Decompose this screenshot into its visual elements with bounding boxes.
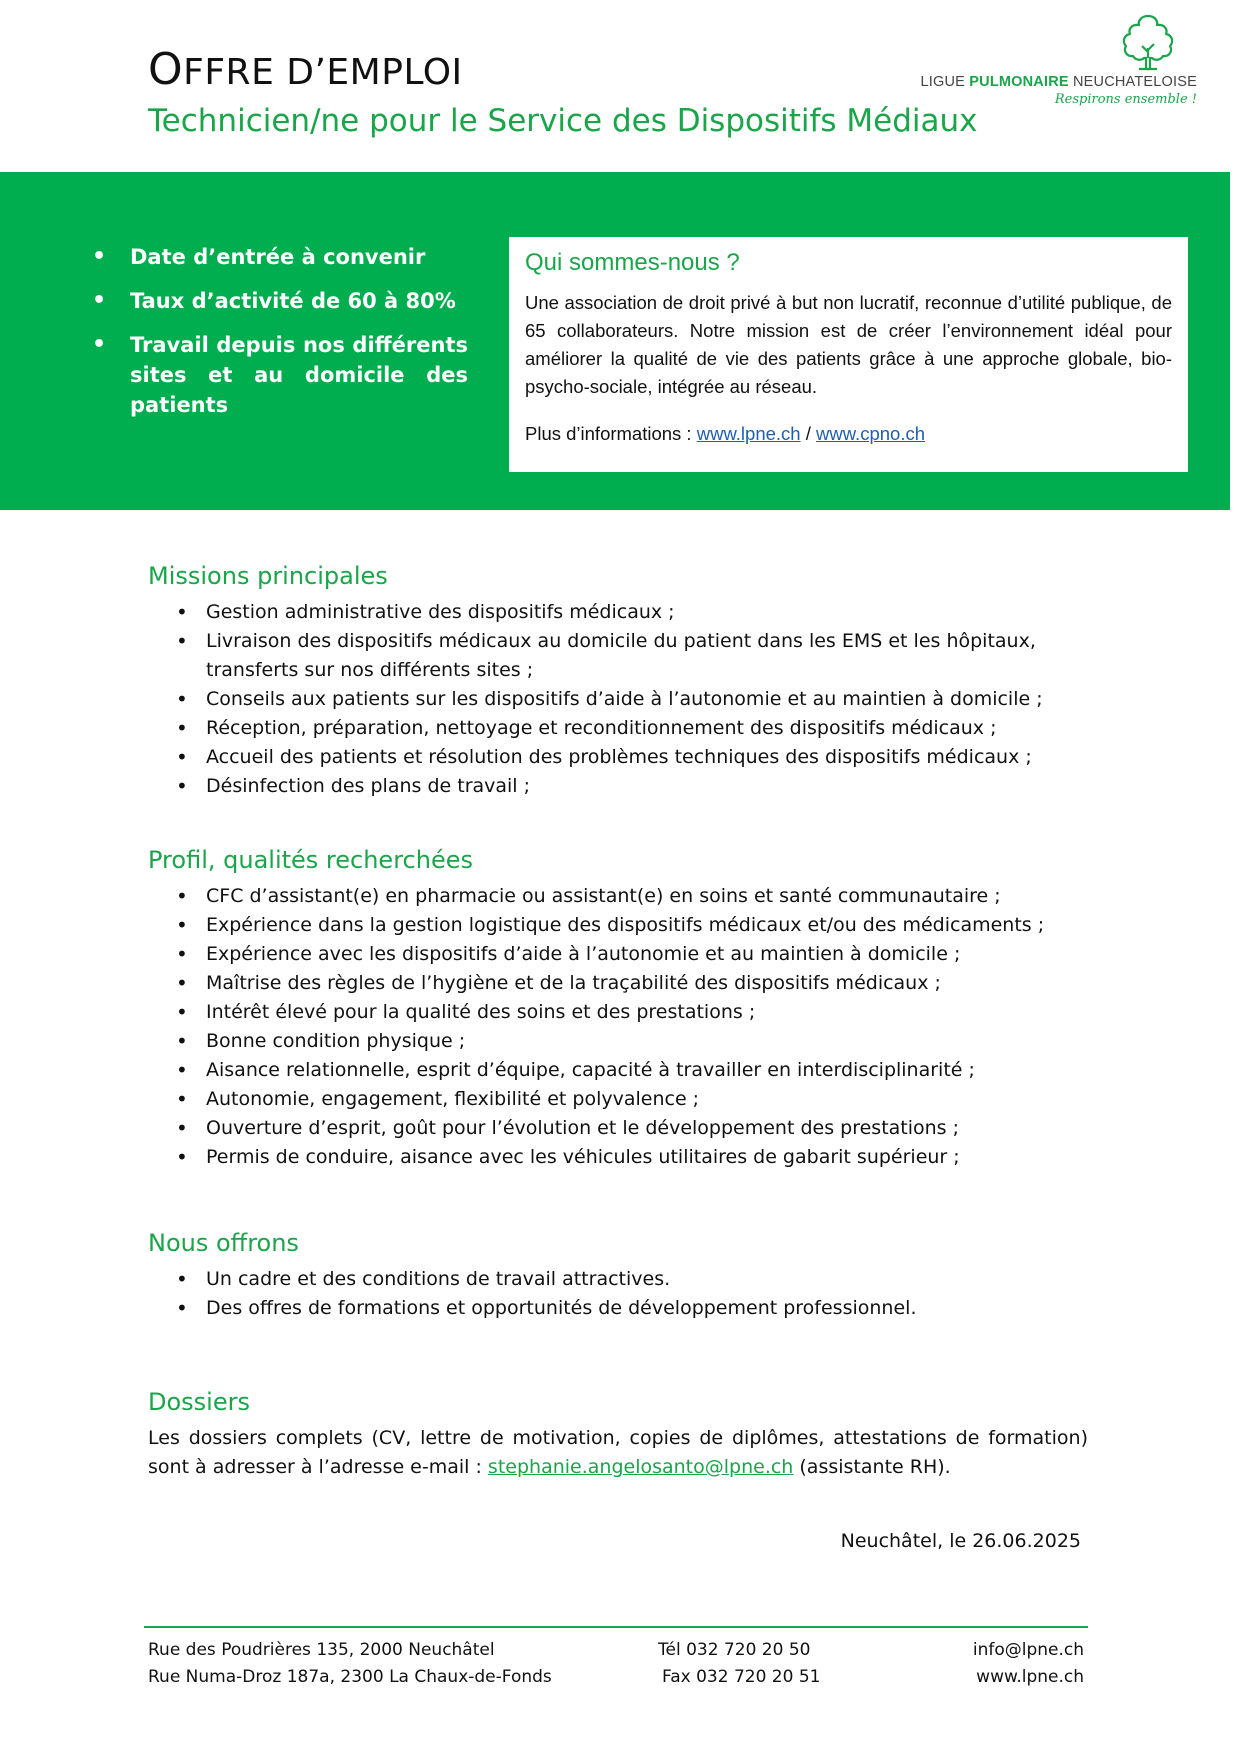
- footer-address-1: Rue des Poudrières 135, 2000 Neuchâtel: [148, 1640, 495, 1660]
- list-item: • Ouverture d’esprit, goût pour l’évolution et le développement des prestations ;: [148, 1114, 1088, 1143]
- logo-tagline: Respirons ensemble !: [1054, 92, 1197, 107]
- offer-heading: Nous offrons: [148, 1229, 299, 1257]
- footer-divider: [144, 1626, 1088, 1628]
- list-item: • Gestion administrative des dispositifs médicaux ;: [148, 598, 1088, 627]
- highlight-item: • Travail depuis nos différents sites et au domicile des patients: [88, 330, 468, 420]
- footer-address-2: Rue Numa-Droz 187a, 2300 La Chaux-de-Fonds: [148, 1667, 552, 1687]
- about-heading: Qui sommes-nous ?: [525, 249, 740, 276]
- dossiers-section: [148, 1388, 1088, 1482]
- link-cpno[interactable]: www.cpno.ch: [816, 423, 925, 444]
- list-item: • Maîtrise des règles de l’hygiène et de la traçabilité des dispositifs médicaux ;: [148, 969, 1088, 998]
- list-item: • Intérêt élevé pour la qualité des soins et des prestations ;: [148, 998, 1088, 1027]
- list-item: • Aisance relationnelle, esprit d’équipe, capacité à travailler en interdisciplinarité ;: [148, 1056, 1088, 1085]
- offer-section: [148, 1229, 1088, 1323]
- job-subtitle: Technicien/ne pour le Service des Dispositifs Médiaux: [148, 103, 978, 139]
- list-item: • Expérience dans la gestion logistique des dispositifs médicaux et/ou des médicaments ;: [148, 911, 1088, 940]
- list-item: • Expérience avec les dispositifs d’aide à l’autonomie et au maintien à domicile ;: [148, 940, 1088, 969]
- more-info: Plus d’informations : www.lpne.ch / www.cpno.ch: [525, 423, 925, 444]
- highlight-item: • Taux d’activité de 60 à 80%: [88, 286, 468, 316]
- logo: [897, 12, 1197, 112]
- tree-icon: [1117, 12, 1179, 72]
- about-box: [509, 237, 1188, 472]
- highlight-item: • Date d’entrée à convenir: [88, 242, 468, 272]
- list-item: • Autonomie, engagement, flexibilité et polyvalence ;: [148, 1085, 1088, 1114]
- list-item: • Conseils aux patients sur les dispositifs d’aide à l’autonomie et au maintien à domicile ;: [148, 685, 1088, 714]
- footer-fax: Fax 032 720 20 51: [662, 1667, 821, 1687]
- dossiers-text: Les dossiers complets (CV, lettre de motivation, copies de diplômes, attestations de formation) sont à adresser à l’adresse e-mail : stephanie.angelosanto@lpne.ch (assistante RH).: [148, 1427, 1088, 1478]
- list-item: • Permis de conduire, aisance avec les véhicules utilitaires de gabarit supérieur ;: [148, 1143, 1088, 1172]
- list-item: • Désinfection des plans de travail ;: [148, 772, 1088, 801]
- page-title: OFFRE D’EMPLOI: [148, 44, 463, 95]
- list-item: • Bonne condition physique ;: [148, 1027, 1088, 1056]
- place-date: Neuchâtel, le 26.06.2025: [840, 1530, 1081, 1552]
- profile-heading: Profil, qualités recherchées: [148, 846, 473, 874]
- list-item: • CFC d’assistant(e) en pharmacie ou assistant(e) en soins et santé communautaire ;: [148, 882, 1088, 911]
- list-item: • Des offres de formations et opportunités de développement professionnel.: [148, 1294, 1088, 1323]
- profile-section: [148, 846, 1088, 1172]
- list-item: • Livraison des dispositifs médicaux au domicile du patient dans les EMS et les hôpitaux, transferts sur nos différents sites ;: [148, 627, 1088, 685]
- footer-email[interactable]: info@lpne.ch: [972, 1640, 1084, 1660]
- highlights-band: [0, 172, 1230, 510]
- list-item: • Réception, préparation, nettoyage et reconditionnement des dispositifs médicaux ;: [148, 714, 1088, 743]
- dossiers-heading: Dossiers: [148, 1388, 250, 1416]
- list-item: • Accueil des patients et résolution des problèmes techniques des dispositifs médicaux ;: [148, 743, 1088, 772]
- link-lpne[interactable]: www.lpne.ch: [696, 423, 801, 444]
- footer-phone: Tél 032 720 20 50: [658, 1640, 811, 1660]
- footer-website[interactable]: www.lpne.ch: [976, 1667, 1084, 1687]
- logo-name: LIGUE PULMONAIRE NEUCHATELOISE: [920, 74, 1197, 90]
- missions-heading: Missions principales: [148, 562, 388, 590]
- list-item: • Un cadre et des conditions de travail attractives.: [148, 1265, 1088, 1294]
- about-text: Une association de droit privé à but non lucratif, reconnue d’utilité publique, de 65 collaborateurs. Notre mission est de créer l’environnement idéal pour améliorer la qualité de vie des patients grâce à une approche globale, bio-psycho-sociale, intégrée au réseau.: [525, 292, 1172, 397]
- highlights-list: [88, 242, 468, 434]
- missions-section: [148, 562, 1088, 801]
- hr-email-link[interactable]: stephanie.angelosanto@lpne.ch: [487, 1456, 794, 1478]
